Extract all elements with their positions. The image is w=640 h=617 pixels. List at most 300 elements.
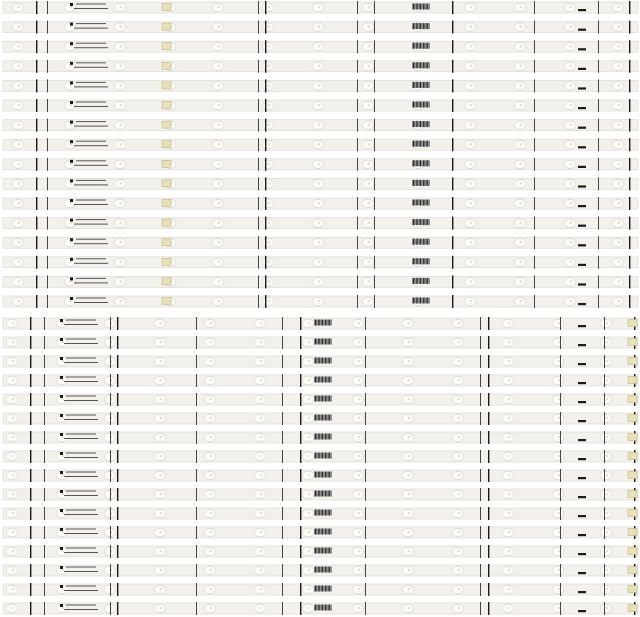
led-die bbox=[268, 123, 271, 126]
printed-label-dot bbox=[60, 528, 63, 531]
chip-marking bbox=[416, 160, 417, 166]
led-die bbox=[570, 300, 573, 303]
strip-connector bbox=[628, 358, 637, 365]
printed-label-line bbox=[76, 4, 106, 5]
strip-divider-mark bbox=[480, 431, 481, 444]
chip-marking bbox=[329, 548, 330, 554]
led-die bbox=[368, 104, 371, 107]
led-die bbox=[120, 25, 123, 28]
strip-divider-mark bbox=[30, 564, 31, 577]
strip-divider-mark bbox=[480, 450, 481, 463]
chip-marking bbox=[420, 160, 421, 166]
led-die bbox=[408, 512, 411, 515]
led-die bbox=[558, 455, 561, 458]
strip-divider-mark bbox=[357, 99, 358, 112]
led-die bbox=[12, 322, 15, 325]
led-die bbox=[558, 341, 561, 344]
led-die bbox=[70, 143, 73, 146]
strip-marker bbox=[578, 610, 586, 612]
led-die bbox=[318, 84, 321, 87]
strip-divider-mark bbox=[534, 60, 535, 73]
led-die bbox=[12, 417, 15, 420]
strip-connector bbox=[628, 339, 637, 346]
led-die bbox=[470, 202, 473, 205]
strip-divider-mark bbox=[357, 60, 358, 73]
strip-connector bbox=[628, 510, 637, 517]
led-die bbox=[358, 455, 361, 458]
chip-marking bbox=[420, 82, 421, 88]
chip-marking bbox=[329, 586, 330, 592]
led-die bbox=[268, 65, 271, 68]
strip-divider-mark bbox=[30, 393, 31, 406]
chip-marking bbox=[420, 141, 421, 147]
printed-label-line bbox=[64, 533, 98, 534]
led-die bbox=[618, 104, 621, 107]
printed-label-line bbox=[74, 8, 108, 9]
strip-divider-mark bbox=[282, 526, 283, 539]
led-die bbox=[70, 241, 73, 244]
led-die bbox=[12, 360, 15, 363]
strip-divider-mark bbox=[365, 583, 366, 596]
led-die bbox=[606, 417, 609, 420]
strip-marker bbox=[578, 420, 586, 422]
led-die bbox=[458, 474, 461, 477]
strip-divider-mark bbox=[44, 583, 45, 596]
strip-divider-mark bbox=[47, 217, 48, 230]
printed-label-dot bbox=[60, 547, 63, 550]
strip-divider-mark bbox=[452, 217, 453, 230]
strip-divider-mark bbox=[30, 355, 31, 368]
led-die bbox=[358, 550, 361, 553]
strip-divider-mark bbox=[357, 256, 358, 269]
strip-divider-mark bbox=[30, 469, 31, 482]
chip-marking bbox=[413, 62, 414, 68]
strip-divider-mark bbox=[265, 21, 266, 34]
led-die bbox=[268, 182, 271, 185]
chip-marking bbox=[322, 472, 323, 478]
led-die bbox=[520, 163, 523, 166]
led-die bbox=[62, 379, 65, 382]
led-die bbox=[18, 123, 21, 126]
strip-divider-mark bbox=[110, 412, 111, 425]
strip-divider-mark bbox=[300, 412, 301, 425]
led-die bbox=[218, 182, 221, 185]
strip-divider-mark bbox=[604, 336, 605, 349]
strip-divider-mark bbox=[258, 236, 259, 249]
led-die bbox=[508, 588, 511, 591]
led-die bbox=[318, 241, 321, 244]
led-die bbox=[358, 341, 361, 344]
led-die bbox=[218, 6, 221, 9]
strip-divider-mark bbox=[110, 393, 111, 406]
led-die bbox=[160, 493, 163, 496]
led-die bbox=[62, 341, 65, 344]
strip-divider-mark bbox=[265, 177, 266, 190]
strip-divider-mark bbox=[30, 602, 31, 615]
chip-marking bbox=[423, 4, 424, 10]
strip-divider-mark bbox=[357, 217, 358, 230]
led-die bbox=[218, 65, 221, 68]
chip-marking bbox=[318, 396, 319, 402]
strip-divider-mark bbox=[196, 583, 197, 596]
chip-marking bbox=[427, 258, 428, 264]
led-die bbox=[558, 512, 561, 515]
strip-divider-mark bbox=[365, 526, 366, 539]
led-die bbox=[508, 531, 511, 534]
chip-marking bbox=[420, 298, 421, 304]
led-die bbox=[18, 143, 21, 146]
led-die bbox=[408, 360, 411, 363]
led-die bbox=[508, 607, 511, 610]
printed-label-line bbox=[74, 28, 108, 29]
chip-marking bbox=[427, 82, 428, 88]
chip-marking bbox=[416, 62, 417, 68]
led-die bbox=[260, 531, 263, 534]
printed-label-line bbox=[64, 571, 98, 572]
strip-divider-mark bbox=[629, 197, 630, 210]
strip-divider-mark bbox=[365, 450, 366, 463]
strip-connector bbox=[628, 529, 637, 536]
strip-divider-mark bbox=[604, 393, 605, 406]
led-die bbox=[120, 221, 123, 224]
led-die bbox=[606, 436, 609, 439]
printed-label-dot bbox=[60, 604, 63, 607]
strip-divider-mark bbox=[265, 99, 266, 112]
chip-marking bbox=[322, 605, 323, 611]
chip-marking bbox=[416, 239, 417, 245]
led-die bbox=[508, 569, 511, 572]
strip-divider-mark bbox=[47, 256, 48, 269]
led-die bbox=[12, 512, 15, 515]
printed-label-dot bbox=[70, 23, 73, 26]
led-die bbox=[606, 360, 609, 363]
chip-marking bbox=[315, 339, 316, 345]
strip-divider-mark bbox=[44, 317, 45, 330]
led-die bbox=[120, 163, 123, 166]
led-die bbox=[358, 512, 361, 515]
strip-divider-mark bbox=[488, 393, 489, 406]
led-die bbox=[70, 261, 73, 264]
chip-marking bbox=[420, 258, 421, 264]
led-die bbox=[570, 143, 573, 146]
chip-marking bbox=[413, 102, 414, 108]
chip-marking bbox=[420, 239, 421, 245]
chip-marking bbox=[318, 529, 319, 535]
strip-divider-mark bbox=[44, 545, 45, 558]
led-die bbox=[408, 417, 411, 420]
led-die bbox=[70, 6, 73, 9]
chip-marking bbox=[413, 160, 414, 166]
strip-divider-mark bbox=[196, 602, 197, 615]
strip-divider-mark bbox=[560, 317, 561, 330]
strip-connector bbox=[628, 453, 637, 460]
strip-divider-mark bbox=[265, 60, 266, 73]
printed-label-line bbox=[74, 184, 108, 185]
strip-divider-mark bbox=[110, 374, 111, 387]
strip-divider-mark bbox=[365, 374, 366, 387]
strip-divider-mark bbox=[265, 217, 266, 230]
strip-divider-mark bbox=[110, 336, 111, 349]
strip-divider-mark bbox=[44, 374, 45, 387]
printed-label-line bbox=[66, 339, 96, 340]
led-die bbox=[70, 25, 73, 28]
led-die bbox=[120, 104, 123, 107]
strip-divider-mark bbox=[258, 197, 259, 210]
led-die bbox=[308, 322, 311, 325]
strip-divider-mark bbox=[265, 1, 266, 14]
chip-marking bbox=[413, 239, 414, 245]
strip-divider-mark bbox=[196, 545, 197, 558]
led-die bbox=[12, 379, 15, 382]
strip-divider-mark bbox=[265, 197, 266, 210]
chip-marking bbox=[427, 200, 428, 206]
strip-connector bbox=[628, 434, 637, 441]
led-die bbox=[358, 398, 361, 401]
chip-marking bbox=[329, 510, 330, 516]
strip-divider-mark bbox=[488, 412, 489, 425]
strip-divider-mark bbox=[488, 355, 489, 368]
led-die bbox=[520, 300, 523, 303]
strip-divider-mark bbox=[374, 99, 375, 112]
led-die bbox=[160, 398, 163, 401]
chip-marking bbox=[315, 567, 316, 573]
led-die bbox=[470, 163, 473, 166]
led-die bbox=[210, 569, 213, 572]
strip-divider-mark bbox=[452, 79, 453, 92]
led-die bbox=[520, 25, 523, 28]
strip-divider-mark bbox=[196, 488, 197, 501]
strip-divider-mark bbox=[47, 177, 48, 190]
printed-label-line bbox=[74, 165, 108, 166]
chip-marking bbox=[423, 200, 424, 206]
strip-divider-mark bbox=[357, 1, 358, 14]
printed-label-line bbox=[64, 362, 98, 363]
printed-label-line bbox=[74, 67, 108, 68]
led-die bbox=[120, 202, 123, 205]
printed-label-dot bbox=[60, 585, 63, 588]
printed-label-line bbox=[76, 219, 106, 220]
printed-label-line bbox=[64, 590, 98, 591]
led-die bbox=[458, 455, 461, 458]
strip-divider-mark bbox=[110, 355, 111, 368]
strip-divider-mark bbox=[44, 564, 45, 577]
printed-label-dot bbox=[70, 238, 73, 241]
strip-divider-mark bbox=[36, 158, 37, 171]
chip-marking bbox=[413, 23, 414, 29]
strip-divider-mark bbox=[36, 79, 37, 92]
chip-marking bbox=[325, 320, 326, 326]
chip-marking bbox=[420, 219, 421, 225]
strip-connector bbox=[162, 298, 171, 305]
printed-label-line bbox=[76, 239, 106, 240]
chip-marking bbox=[325, 358, 326, 364]
strip-divider-mark bbox=[598, 256, 599, 269]
printed-label-line bbox=[64, 495, 98, 496]
led-die bbox=[558, 360, 561, 363]
printed-label-line bbox=[64, 609, 98, 610]
strip-divider-mark bbox=[258, 1, 259, 14]
printed-label-line bbox=[74, 243, 108, 244]
strip-divider-mark bbox=[265, 119, 266, 132]
led-die bbox=[18, 221, 21, 224]
printed-label-dot bbox=[60, 509, 63, 512]
chip-marking bbox=[318, 605, 319, 611]
led-die bbox=[470, 182, 473, 185]
led-die bbox=[520, 65, 523, 68]
strip-divider-mark bbox=[36, 275, 37, 288]
led-die bbox=[308, 379, 311, 382]
led-die bbox=[618, 182, 621, 185]
led-die bbox=[558, 474, 561, 477]
strip-divider-mark bbox=[480, 355, 481, 368]
strip-divider-mark bbox=[47, 1, 48, 14]
led-die bbox=[606, 322, 609, 325]
printed-label-line bbox=[64, 419, 98, 420]
printed-label-line bbox=[74, 47, 108, 48]
strip-divider-mark bbox=[357, 119, 358, 132]
led-die bbox=[618, 241, 621, 244]
led-die bbox=[358, 360, 361, 363]
led-die bbox=[618, 202, 621, 205]
led-die bbox=[12, 550, 15, 553]
led-die bbox=[18, 45, 21, 48]
led-die bbox=[308, 417, 311, 420]
strip-divider-mark bbox=[598, 138, 599, 151]
led-die bbox=[368, 163, 371, 166]
led-die bbox=[520, 182, 523, 185]
strip-divider-mark bbox=[488, 488, 489, 501]
led-die bbox=[318, 104, 321, 107]
strip-marker bbox=[578, 107, 586, 109]
led-die bbox=[570, 182, 573, 185]
strip-divider-mark bbox=[452, 60, 453, 73]
chip-marking bbox=[315, 510, 316, 516]
strip-divider-mark bbox=[300, 393, 301, 406]
strip-divider-mark bbox=[365, 507, 366, 520]
strip-divider-mark bbox=[44, 393, 45, 406]
printed-label-dot bbox=[60, 452, 63, 455]
led-die bbox=[18, 280, 21, 283]
strip-marker bbox=[578, 591, 586, 593]
led-die bbox=[570, 163, 573, 166]
printed-label-dot bbox=[60, 319, 63, 322]
strip-divider-mark bbox=[357, 275, 358, 288]
strip-divider-mark bbox=[300, 583, 301, 596]
led-die bbox=[470, 221, 473, 224]
strip-divider-mark bbox=[488, 602, 489, 615]
strip-divider-mark bbox=[374, 1, 375, 14]
led-die bbox=[358, 417, 361, 420]
strip-marker bbox=[578, 166, 586, 168]
chip-marking bbox=[325, 605, 326, 611]
led-die bbox=[308, 569, 311, 572]
led-die bbox=[368, 202, 371, 205]
strip-divider-mark bbox=[604, 355, 605, 368]
strip-divider-mark bbox=[357, 177, 358, 190]
strip-divider-mark bbox=[598, 236, 599, 249]
led-die bbox=[618, 300, 621, 303]
strip-divider-mark bbox=[282, 374, 283, 387]
strip-divider-mark bbox=[534, 177, 535, 190]
led-die bbox=[160, 417, 163, 420]
chip-marking bbox=[325, 510, 326, 516]
strip-divider-mark bbox=[357, 40, 358, 53]
strip-divider-mark bbox=[604, 564, 605, 577]
strip-divider-mark bbox=[47, 158, 48, 171]
led-die bbox=[268, 241, 271, 244]
led-die bbox=[408, 607, 411, 610]
chip-marking bbox=[413, 180, 414, 186]
strip-divider-mark bbox=[282, 431, 283, 444]
printed-label-line bbox=[66, 415, 96, 416]
chip-marking bbox=[329, 320, 330, 326]
strip-divider-mark bbox=[36, 21, 37, 34]
led-die bbox=[470, 45, 473, 48]
led-die bbox=[12, 474, 15, 477]
led-die bbox=[12, 455, 15, 458]
strip-divider-mark bbox=[196, 450, 197, 463]
led-die bbox=[606, 512, 609, 515]
printed-label-line bbox=[64, 400, 98, 401]
strip-divider-mark bbox=[488, 507, 489, 520]
led-die bbox=[12, 607, 15, 610]
strip-divider-mark bbox=[560, 412, 561, 425]
chip-marking bbox=[413, 298, 414, 304]
strip-divider-mark bbox=[258, 99, 259, 112]
led-die bbox=[268, 6, 271, 9]
strip-divider-mark bbox=[110, 583, 111, 596]
led-die bbox=[318, 143, 321, 146]
strip-divider-mark bbox=[117, 317, 118, 330]
led-die bbox=[520, 261, 523, 264]
chip-marking bbox=[416, 43, 417, 49]
led-die bbox=[260, 417, 263, 420]
strip-divider-mark bbox=[452, 236, 453, 249]
printed-label-line bbox=[76, 278, 106, 279]
printed-label-line bbox=[76, 82, 106, 83]
strip-connector bbox=[162, 4, 171, 11]
led-die bbox=[120, 261, 123, 264]
chip-marking bbox=[416, 141, 417, 147]
strip-divider-mark bbox=[365, 431, 366, 444]
led-die bbox=[520, 45, 523, 48]
led-die bbox=[606, 588, 609, 591]
strip-divider-mark bbox=[258, 138, 259, 151]
printed-label-line bbox=[74, 145, 108, 146]
strip-divider-mark bbox=[282, 412, 283, 425]
strip-marker bbox=[578, 363, 586, 365]
strip-divider-mark bbox=[598, 158, 599, 171]
chip-marking bbox=[325, 491, 326, 497]
strip-divider-mark bbox=[560, 583, 561, 596]
chip-marking bbox=[427, 160, 428, 166]
strip-divider-mark bbox=[47, 79, 48, 92]
chip-marking bbox=[315, 529, 316, 535]
strip-connector bbox=[162, 141, 171, 148]
led-die bbox=[606, 531, 609, 534]
strip-divider-mark bbox=[196, 526, 197, 539]
strip-divider-mark bbox=[480, 336, 481, 349]
led-die bbox=[160, 550, 163, 553]
strip-divider-mark bbox=[117, 374, 118, 387]
strip-divider-mark bbox=[560, 507, 561, 520]
chip-marking bbox=[423, 102, 424, 108]
strip-divider-mark bbox=[560, 355, 561, 368]
led-die bbox=[508, 360, 511, 363]
led-die bbox=[470, 280, 473, 283]
strip-divider-mark bbox=[598, 275, 599, 288]
strip-divider-mark bbox=[258, 119, 259, 132]
